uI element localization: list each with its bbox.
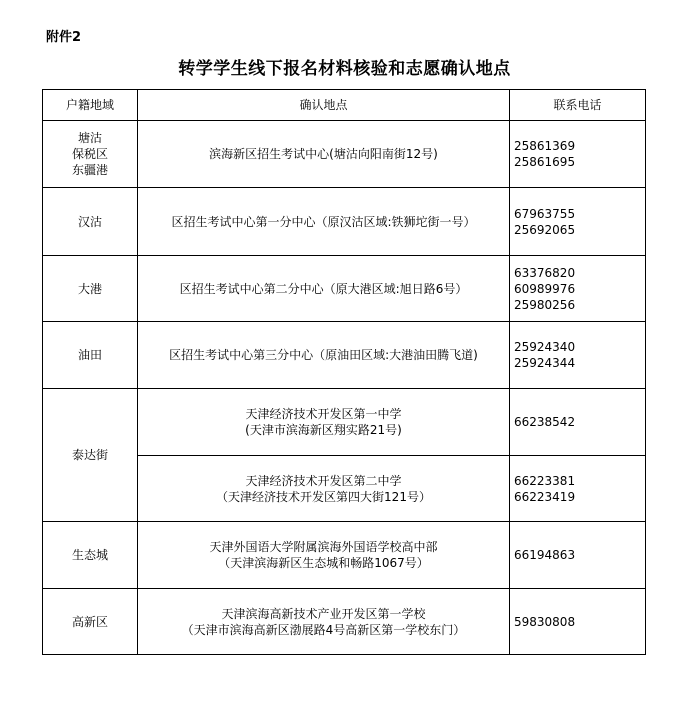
table-row (43, 256, 646, 322)
region-cell (43, 389, 138, 522)
location-cell (138, 389, 510, 456)
location-cell (138, 121, 510, 188)
location-text: 天津经济技术开发区第一中学 (245, 407, 402, 421)
region-name: 东疆港 (71, 163, 108, 177)
location-text: 区招生考试中心第一分中心（原汉沽区域:铁狮坨街一号） (171, 214, 476, 229)
table-row (43, 389, 646, 456)
table-row (43, 322, 646, 389)
region-cell (43, 522, 138, 589)
location-text: (天津市滨海新区翔实路21号) (245, 423, 402, 437)
phone-number: 25861369 (514, 139, 576, 153)
table-row (43, 589, 646, 655)
region-name: 保税区 (71, 147, 108, 161)
phone-cell (510, 188, 646, 256)
phone-cell (510, 389, 646, 456)
phone-number: 66223419 (514, 489, 576, 504)
region-name: 生态城 (71, 548, 108, 562)
attachment-label: 附件2 (46, 30, 82, 45)
phone-number: 66238542 (514, 415, 576, 429)
location-text: 区招生考试中心第二分中心（原大港区域:旭日路6号） (179, 281, 468, 296)
region-name: 高新区 (71, 614, 108, 629)
location-text: 天津经济技术开发区第二中学 (245, 473, 402, 488)
location-cell (138, 188, 510, 256)
header-region: 户籍地域 (43, 90, 138, 121)
region-cell (43, 121, 138, 188)
region-name: 塘沽 (77, 131, 102, 145)
phone-number: 66194863 (514, 548, 576, 562)
location-text: 区招生考试中心第三分中心（原油田区域:大港油田腾飞道) (169, 348, 478, 362)
location-text: 天津滨海高新技术产业开发区第一学校 (221, 606, 426, 621)
location-cell (138, 589, 510, 655)
phone-cell (510, 322, 646, 389)
location-cell (138, 322, 510, 389)
table-row (43, 188, 646, 256)
phone-cell (510, 121, 646, 188)
table-row (43, 522, 646, 589)
phone-cell (510, 589, 646, 655)
location-text: （天津经济技术开发区第四大街121号） (216, 489, 431, 504)
phone-number: 25861695 (514, 155, 576, 169)
location-cell (138, 256, 510, 322)
phone-number: 25924344 (514, 356, 576, 370)
table-row (43, 121, 646, 188)
phone-number: 67963755 (514, 206, 576, 221)
region-name: 汉沽 (77, 214, 102, 229)
phone-number: 25924340 (514, 340, 576, 354)
table-body (43, 121, 646, 655)
location-cell (138, 522, 510, 589)
header-location: 确认地点 (138, 90, 510, 121)
phone-cell (510, 256, 646, 322)
location-text: 滨海新区招生考试中心(塘沽向阳南街12号) (209, 147, 438, 161)
confirmation-sites-table (42, 89, 646, 655)
region-cell (43, 322, 138, 389)
region-name: 油田 (77, 348, 102, 362)
region-cell (43, 589, 138, 655)
location-cell (138, 456, 510, 522)
header-phone: 联系电话 (510, 90, 646, 121)
region-name: 泰达街 (71, 448, 108, 462)
phone-number: 25980256 (514, 297, 576, 312)
phone-number: 60989976 (514, 281, 576, 296)
phone-number: 25692065 (514, 222, 576, 237)
location-text: 天津外国语大学附属滨海外国语学校高中部 (209, 540, 438, 554)
region-name: 大港 (77, 281, 102, 296)
phone-cell (510, 456, 646, 522)
document-title: 转学学生线下报名材料核验和志愿确认地点 (178, 59, 511, 79)
phone-number: 63376820 (514, 265, 576, 280)
phone-number: 66223381 (514, 473, 576, 488)
region-cell (43, 188, 138, 256)
region-cell (43, 256, 138, 322)
phone-cell (510, 522, 646, 589)
table-header-row (43, 90, 646, 121)
phone-number: 59830808 (514, 614, 576, 629)
location-text: （天津滨海新区生态城和畅路1067号） (218, 556, 429, 570)
location-text: （天津市滨海高新区渤展路4号高新区第一学校东门） (181, 622, 466, 637)
